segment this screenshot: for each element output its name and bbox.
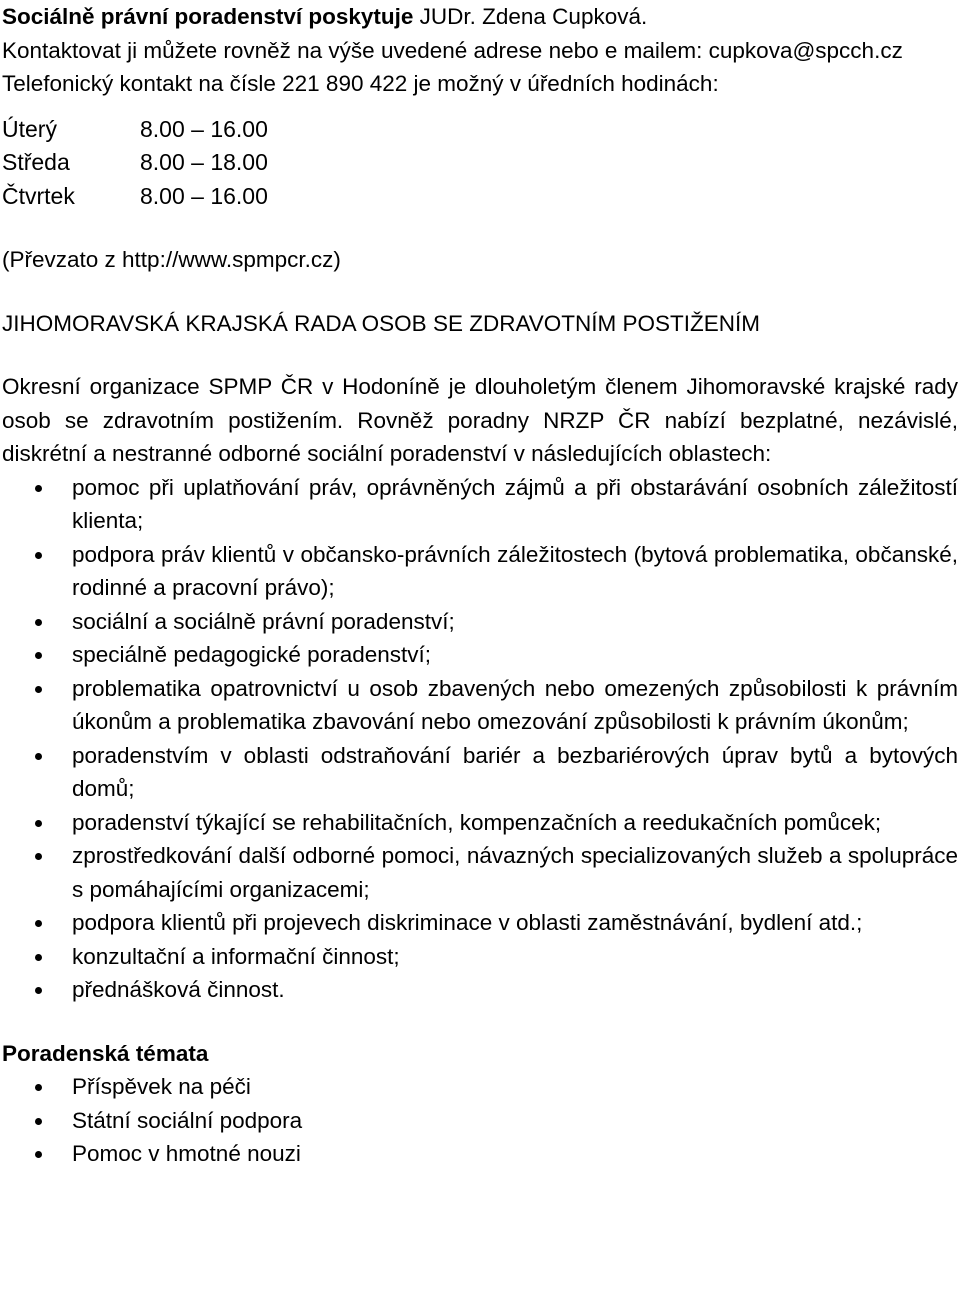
list-item: speciálně pedagogické poradenství; (2, 638, 958, 672)
section-paragraph: Okresní organizace SPMP ČR v Hodoníně je dlouholetým členem Jihomoravské krajské rady osob se zdravotním postižením. Rovněž poradny NRZP ČR nabízí bezplatné, nezávislé, diskrétní a nestranné odborné sociální poradenství v následujících oblastech: (2, 374, 958, 466)
office-hours (2, 113, 958, 214)
intro-name-text: JUDr. Zdena Cupková. (413, 4, 648, 29)
office-hours-row (2, 146, 958, 180)
list-item: konzultační a informační činnost; (2, 940, 958, 974)
list-item: sociální a sociálně právní poradenství; (2, 605, 958, 639)
office-hours-day: Úterý (2, 115, 57, 142)
source-note: (Převzato z http://www.spmpcr.cz) (2, 247, 341, 272)
list-item: problematika opatrovnictví u osob zbavených nebo omezených způsobilosti k právním úkonům a problematika zbavování nebo omezování způsobilosti k právním úkonům; (2, 672, 958, 739)
office-hours-time: 8.00 – 16.00 (140, 115, 268, 142)
list-item: Příspěvek na péči (2, 1070, 958, 1104)
list-item: podpora práv klientů v občansko-právních záležitostech (bytová problematika, občanské, rodinné a pracovní právo); (2, 538, 958, 605)
topics-list (2, 1070, 958, 1171)
intro-bold-text: Sociálně právní poradenství poskytuje (2, 4, 414, 29)
section-heading: JIHOMORAVSKÁ KRAJSKÁ RADA OSOB SE ZDRAVOTNÍM POSTIŽENÍM (2, 310, 761, 336)
office-hours-time: 8.00 – 16.00 (140, 182, 268, 209)
contact-text: Kontaktovat ji můžete rovněž na výše uvedené adrese nebo e mailem: cupkova@spcch.cz (2, 37, 903, 63)
list-item: poradenstvím v oblasti odstraňování bariér a bezbariérových úprav bytů a bytových domů; (2, 739, 958, 806)
list-item: Státní sociální podpora (2, 1104, 958, 1138)
office-hours-day: Středa (2, 149, 70, 175)
office-hours-day: Čtvrtek (2, 182, 75, 209)
services-list (2, 471, 958, 1007)
list-item: podpora klientů při projevech diskriminace v oblasti zaměstnávání, bydlení atd.; (2, 906, 958, 940)
list-item: Pomoc v hmotné nouzi (2, 1137, 958, 1171)
topics-heading: Poradenská témata (2, 1040, 209, 1066)
list-item: přednášková činnost. (2, 973, 958, 1007)
office-hours-row (2, 180, 958, 214)
phone-text: Telefonický kontakt na čísle 221 890 422 je možný v úředních hodinách: (2, 71, 719, 96)
list-item: pomoc při uplatňování práv, oprávněných zájmů a při obstarávání osobních záležitostí klienta; (2, 471, 958, 538)
intro-line (2, 0, 958, 34)
list-item: poradenství týkající se rehabilitačních, kompenzačních a reedukačních pomůcek; (2, 806, 958, 840)
office-hours-row (2, 113, 958, 147)
office-hours-time: 8.00 – 18.00 (140, 149, 268, 175)
list-item: zprostředkování další odborné pomoci, návazných specializovaných služeb a spolupráce s pomáhajícími organizacemi; (2, 839, 958, 906)
